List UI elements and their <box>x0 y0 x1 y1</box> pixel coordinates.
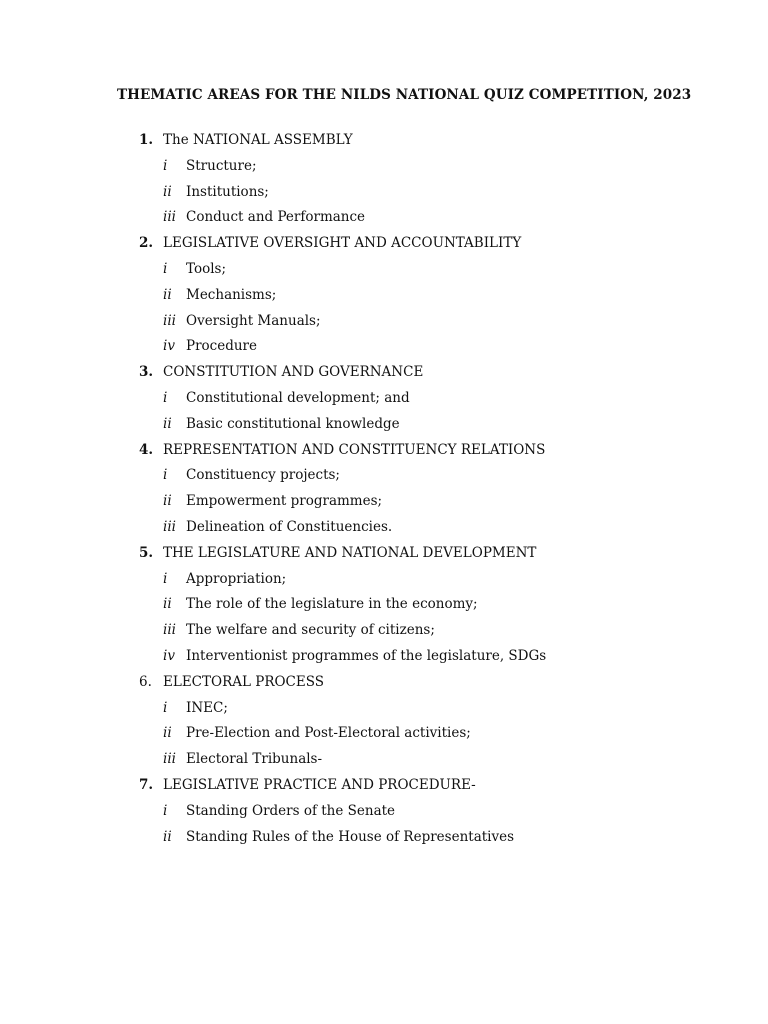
section-heading: CONSTITUTION AND GOVERNANCE <box>163 364 424 381</box>
sub-item-text: The role of the legislature in the economy; <box>186 596 478 613</box>
sub-item-numeral: iii <box>163 312 176 329</box>
sub-item-text: INEC; <box>186 699 228 716</box>
section-number: 1. <box>139 132 154 148</box>
sub-item-numeral: ii <box>163 725 172 742</box>
section-heading: LEGISLATIVE OVERSIGHT AND ACCOUNTABILITY <box>163 235 522 252</box>
sub-item-text: Constitutional development; and <box>186 389 410 406</box>
sub-item <box>0 644 768 670</box>
sub-item <box>0 463 768 489</box>
section-number: 7. <box>139 776 154 793</box>
sub-item <box>0 334 768 360</box>
sub-item-numeral: i <box>163 389 168 406</box>
sub-item-numeral: i <box>163 570 168 587</box>
sub-item <box>0 567 768 593</box>
section-number: 6. <box>139 673 152 690</box>
sub-item <box>0 309 768 335</box>
sub-item <box>0 257 768 283</box>
sub-item <box>0 180 768 206</box>
sub-item <box>0 489 768 515</box>
sub-item-text: Standing Orders of the Senate <box>186 802 396 819</box>
sub-item-numeral: i <box>163 699 168 716</box>
sub-item-text: Constituency projects; <box>186 467 340 484</box>
section-number: 2. <box>139 235 154 252</box>
section-heading: ELECTORAL PROCESS <box>163 673 325 690</box>
sub-item-text: The welfare and security of citizens; <box>186 622 435 639</box>
sub-item-numeral: ii <box>163 286 172 303</box>
thematic-areas-list <box>0 128 768 850</box>
section-number: 3. <box>139 364 154 381</box>
sub-item-text: Mechanisms; <box>186 286 277 303</box>
sub-item-text: Institutions; <box>186 183 269 200</box>
sub-item-text: Empowerment programmes; <box>186 493 383 510</box>
document-title: THEMATIC AREAS FOR THE NILDS NATIONAL QUIZ COMPETITION, 2023 <box>117 87 692 103</box>
section-heading-row <box>0 128 768 154</box>
sub-item <box>0 412 768 438</box>
section-heading-row <box>0 670 768 696</box>
sub-item-numeral: iii <box>163 209 176 226</box>
sub-item-numeral: iv <box>163 338 175 355</box>
sub-item <box>0 205 768 231</box>
sub-item <box>0 721 768 747</box>
sub-item-numeral: i <box>163 260 168 277</box>
sub-item-numeral: iii <box>163 751 176 768</box>
sub-item-text: Standing Rules of the House of Representatives <box>186 828 515 845</box>
sub-item-text: Delineation of Constituencies. <box>186 518 393 535</box>
sub-item-numeral: i <box>163 802 168 819</box>
sub-item <box>0 825 768 851</box>
sub-item-numeral: ii <box>163 415 172 432</box>
section-heading-row <box>0 438 768 464</box>
section-heading: The NATIONAL ASSEMBLY <box>163 132 353 148</box>
sub-item-numeral: ii <box>163 828 172 845</box>
section-heading-row <box>0 360 768 386</box>
section-heading-row <box>0 541 768 567</box>
sub-item <box>0 154 768 180</box>
sub-item-numeral: ii <box>163 493 172 510</box>
sub-item-text: Tools; <box>186 260 227 277</box>
sub-item-numeral: ii <box>163 183 172 200</box>
sub-item <box>0 592 768 618</box>
sub-item-numeral: iv <box>163 647 175 664</box>
sub-item-text: Conduct and Performance <box>186 209 366 226</box>
section-number: 4. <box>139 441 154 458</box>
section-heading-row <box>0 231 768 257</box>
sub-item-text: Basic constitutional knowledge <box>186 415 400 432</box>
sub-item-text: Appropriation; <box>186 570 287 587</box>
sub-item <box>0 515 768 541</box>
sub-item-numeral: iii <box>163 622 176 639</box>
section-heading-row <box>0 773 768 799</box>
sub-item <box>0 799 768 825</box>
sub-item <box>0 618 768 644</box>
sub-item-numeral: iii <box>163 518 176 535</box>
section-heading: LEGISLATIVE PRACTICE AND PROCEDURE- <box>163 776 476 793</box>
sub-item-numeral: i <box>163 467 168 484</box>
sub-item <box>0 747 768 773</box>
sub-item <box>0 283 768 309</box>
sub-item-numeral: ii <box>163 596 172 613</box>
sub-item-text: Pre-Election and Post-Electoral activities; <box>186 725 471 742</box>
sub-item <box>0 386 768 412</box>
sub-item-text: Electoral Tribunals- <box>186 751 323 768</box>
section-heading: REPRESENTATION AND CONSTITUENCY RELATIONS <box>163 441 546 458</box>
sub-item-numeral: i <box>163 157 168 174</box>
section-number: 5. <box>139 544 154 561</box>
section-heading: THE LEGISLATURE AND NATIONAL DEVELOPMENT <box>163 544 537 561</box>
sub-item-text: Oversight Manuals; <box>186 312 321 329</box>
sub-item-text: Structure; <box>186 157 257 174</box>
sub-item-text: Procedure <box>186 338 257 355</box>
sub-item-text: Interventionist programmes of the legislature, SDGs <box>186 647 547 664</box>
sub-item <box>0 696 768 722</box>
